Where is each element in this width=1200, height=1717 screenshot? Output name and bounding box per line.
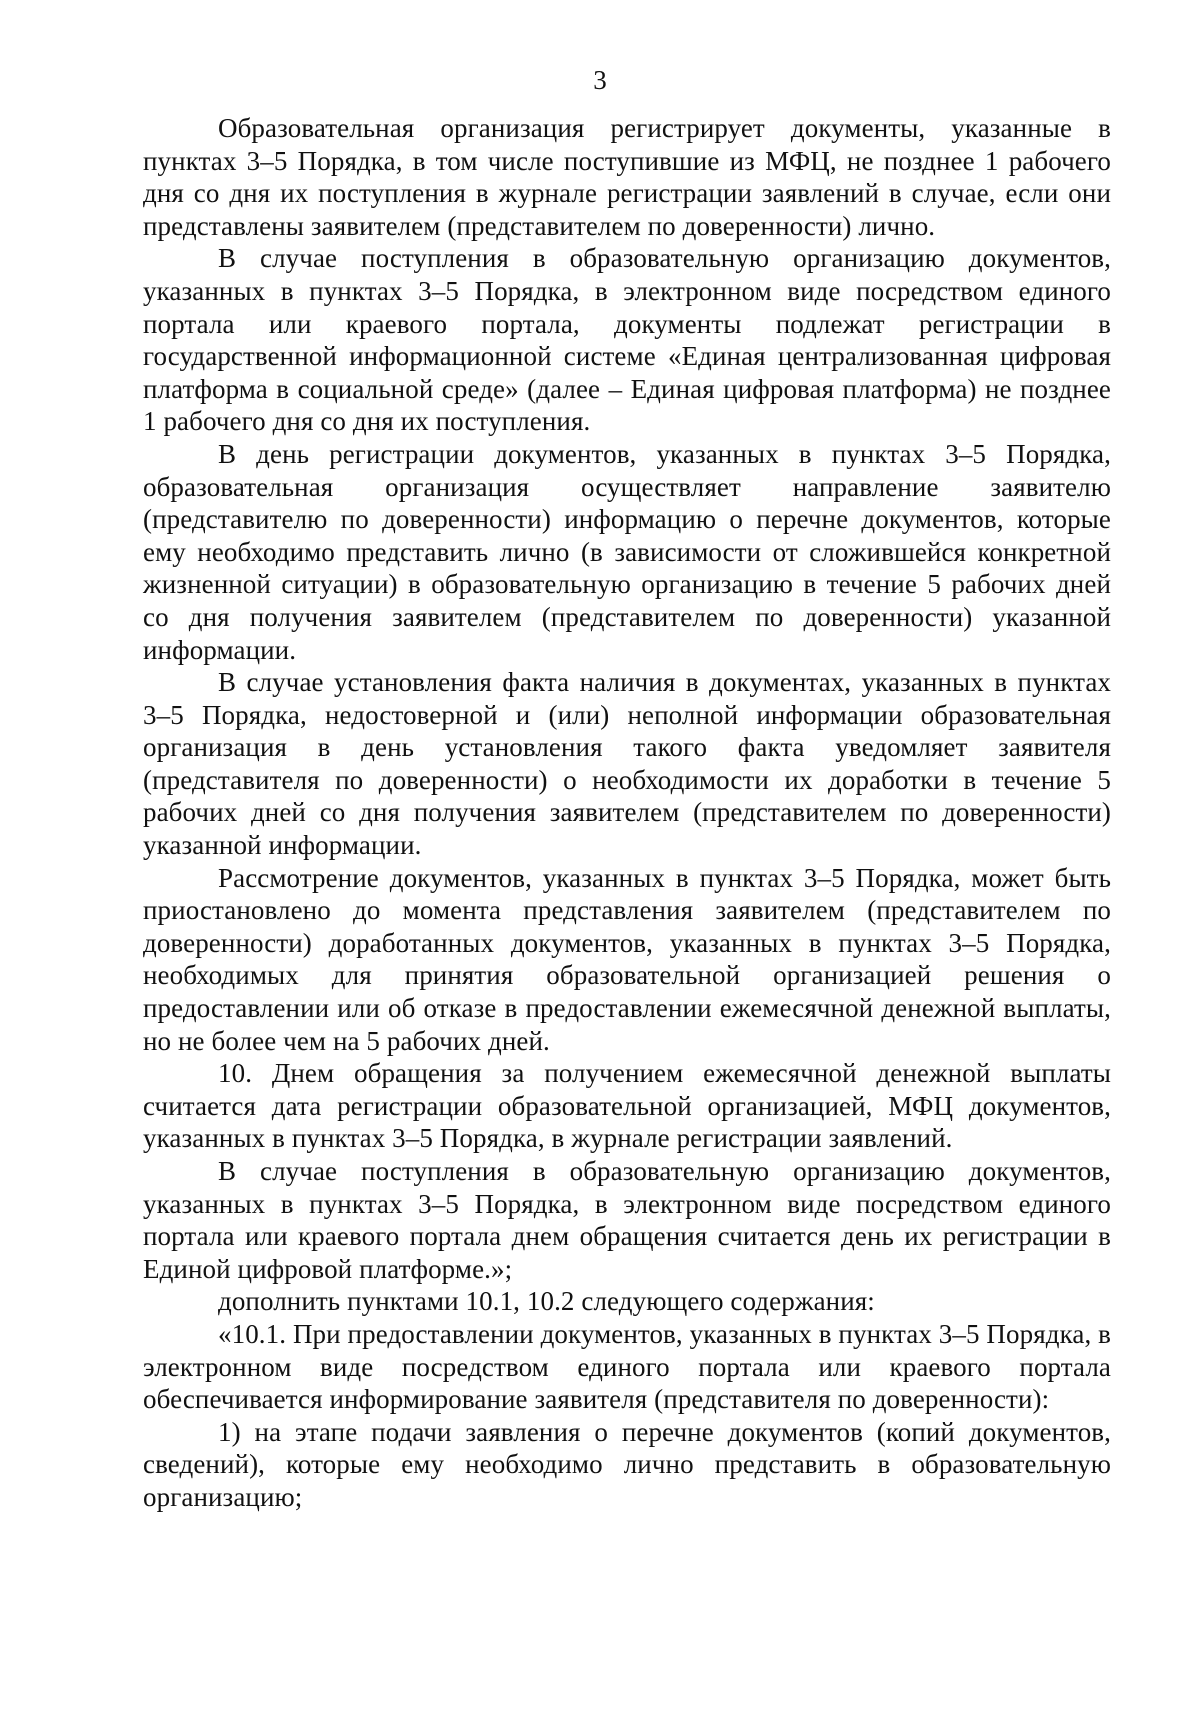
paragraph-electronic-registration: В случае поступления в образовательную организацию документов, указанных в пунктах 3–5 Порядка, в электронном виде посредством единого портала или краевого портала, документы подлежат регистрации в государственной информационной системе «Единая централизованная цифровая платформа в социальной среде» (далее – Единая цифровая платформа) не позднее 1 рабочего дня со дня их поступления. <box>143 243 1111 437</box>
paragraph-incomplete-information: В случае установления факта наличия в документах, указанных в пунктах 3–5 Порядка, недостоверной и (или) неполной информации образовательная организация в день установления такого факта уведомляет заявителя (представителя по доверенности) о необходимости их доработки в течение 5 рабочих дней со дня получения заявителем (представителем по доверенности) указанной информации. <box>143 667 1111 861</box>
paragraph-item-10: 10. Днем обращения за получением ежемесячной денежной выплаты считается дата регистрации образовательной организацией, МФЦ документов, указанных в пунктах 3–5 Порядка, в журнале регистрации заявлений. <box>143 1058 1111 1154</box>
paragraph-registration: Образовательная организация регистрирует документы, указанные в пунктах 3–5 Порядка, в том числе поступившие из МФЦ, не позднее 1 рабочего дня со дня их поступления в журнале регистрации заявлений в случае, если они представлены заявителем (представителем по доверенности) лично. <box>143 113 1111 241</box>
document-body <box>143 112 1111 1514</box>
paragraph-amendment-intro: дополнить пунктами 10.1, 10.2 следующего содержания: <box>218 1286 875 1317</box>
paragraph-electronic-application-date: В случае поступления в образовательную организацию документов, указанных в пунктах 3–5 Порядка, в электронном виде посредством единого портала или краевого портала днем обращения считается день их регистрации в Единой цифровой платформе.»; <box>143 1156 1111 1284</box>
paragraph-document-list-notice: В день регистрации документов, указанных в пунктах 3–5 Порядка, образовательная организация осуществляет направление заявителю (представителю по доверенности) информацию о перечне документов, которые ему необходимо представить лично (в зависимости от сложившейся конкретной жизненной ситуации) в образовательную организацию в течение 5 рабочих дней со дня получения заявителем (представителем по доверенности) указанной информации. <box>143 438 1111 665</box>
paragraph-suspension: Рассмотрение документов, указанных в пунктах 3–5 Порядка, может быть приостановлено до момента представления заявителем (представителем по доверенности) доработанных документов, указанных в пунктах 3–5 Порядка, необходимых для принятия образовательной организацией решения о предоставлении или об отказе в предоставлении ежемесячной денежной выплаты, но не более чем на 5 рабочих дней. <box>143 862 1111 1056</box>
page-number: 3 <box>593 65 607 95</box>
paragraph-subitem-1: 1) на этапе подачи заявления о перечне документов (копий документов, сведений), которые ему необходимо лично представить в образовательную организацию; <box>143 1416 1111 1512</box>
paragraph-item-10-1: «10.1. При предоставлении документов, указанных в пунктах 3–5 Порядка, в электронном виде посредством единого портала или краевого портала обеспечивается информирование заявителя (представителя по доверенности): <box>143 1318 1112 1415</box>
